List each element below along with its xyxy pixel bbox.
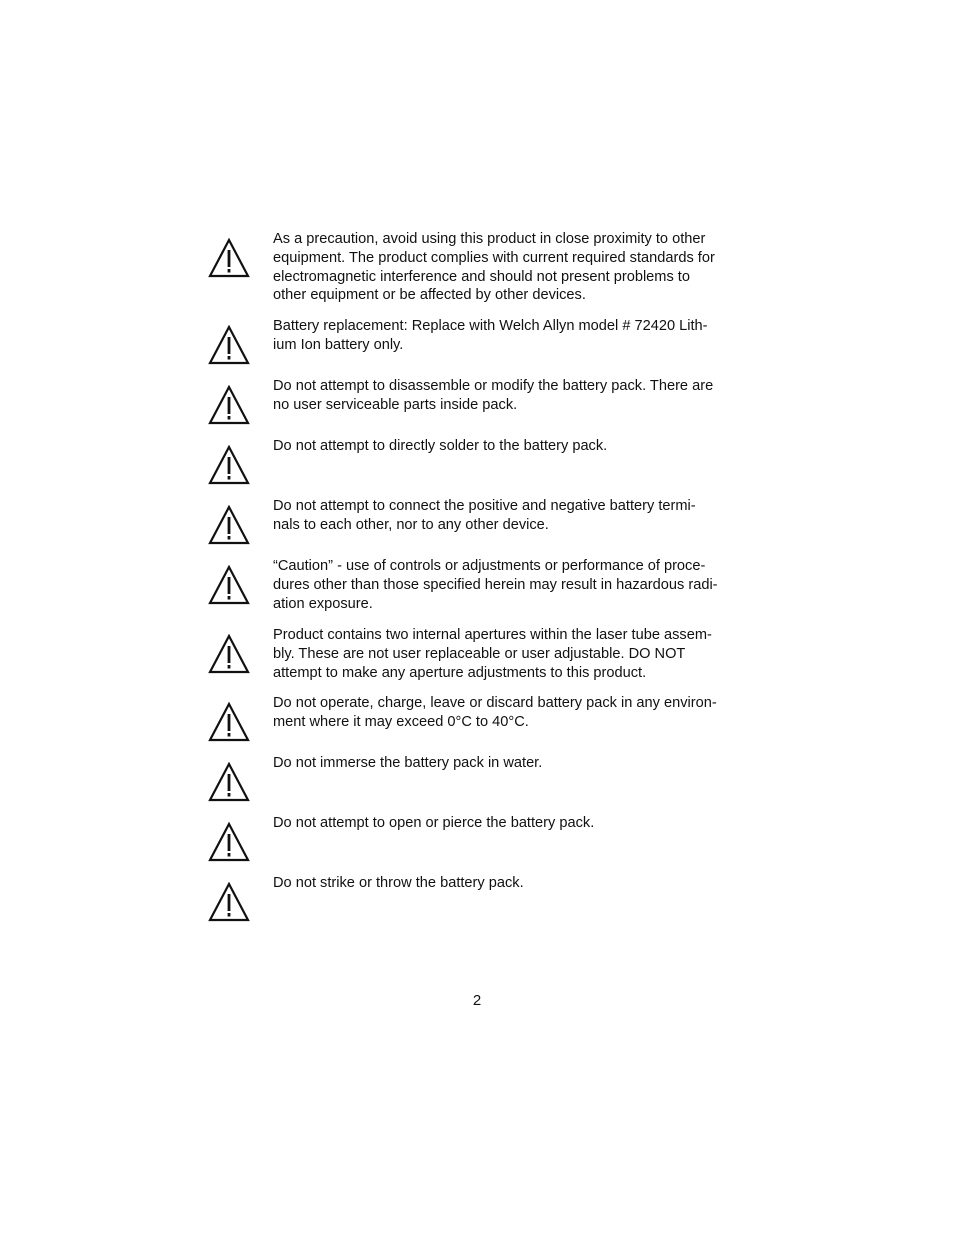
warning-triangle-icon <box>208 634 250 674</box>
warning-triangle-icon <box>208 822 250 862</box>
warning-triangle-icon <box>208 505 250 545</box>
warning-text: Do not attempt to directly solder to the battery pack. <box>273 438 608 454</box>
page-number: 2 <box>472 992 482 1009</box>
warning-triangle-icon <box>208 762 250 802</box>
warning-text: Battery replacement: Replace with Welch Allyn model # 72420 Lith- ium Ion battery only. <box>273 318 708 353</box>
warning-triangle-icon <box>208 238 250 278</box>
warning-text: As a precaution, avoid using this product in close proximity to other equipment. The product complies with current required standards for electromagnetic interference and should not present problems to other equipment or be affected by other devices. <box>273 231 715 304</box>
warning-triangle-icon <box>208 445 250 485</box>
warning-text: Do not attempt to connect the positive and negative battery termi- nals to each other, nor to any other device. <box>273 498 696 533</box>
warning-text: Do not attempt to disassemble or modify the battery pack. There are no user serviceable parts inside pack. <box>273 378 714 413</box>
warning-triangle-icon <box>208 702 250 742</box>
warning-text: Do not immerse the battery pack in water. <box>273 755 543 771</box>
warning-triangle-icon <box>208 385 250 425</box>
warning-triangle-icon <box>208 565 250 605</box>
warning-text: Product contains two internal apertures within the laser tube assem- bly. These are not user replaceable or user adjustable. DO NOT attempt to make any aperture adjustments to this product. <box>273 627 712 681</box>
warning-text: Do not strike or throw the battery pack. <box>273 875 524 891</box>
warning-text: Do not attempt to open or pierce the battery pack. <box>273 815 595 831</box>
warning-triangle-icon <box>208 882 250 922</box>
warning-triangle-icon <box>208 325 250 365</box>
warning-text: “Caution” - use of controls or adjustments or performance of proce- dures other than those specified herein may result in hazardous radi- ation exposure. <box>273 558 718 612</box>
warning-text: Do not operate, charge, leave or discard battery pack in any environ- ment where it may exceed 0°C to 40°C. <box>273 695 717 730</box>
